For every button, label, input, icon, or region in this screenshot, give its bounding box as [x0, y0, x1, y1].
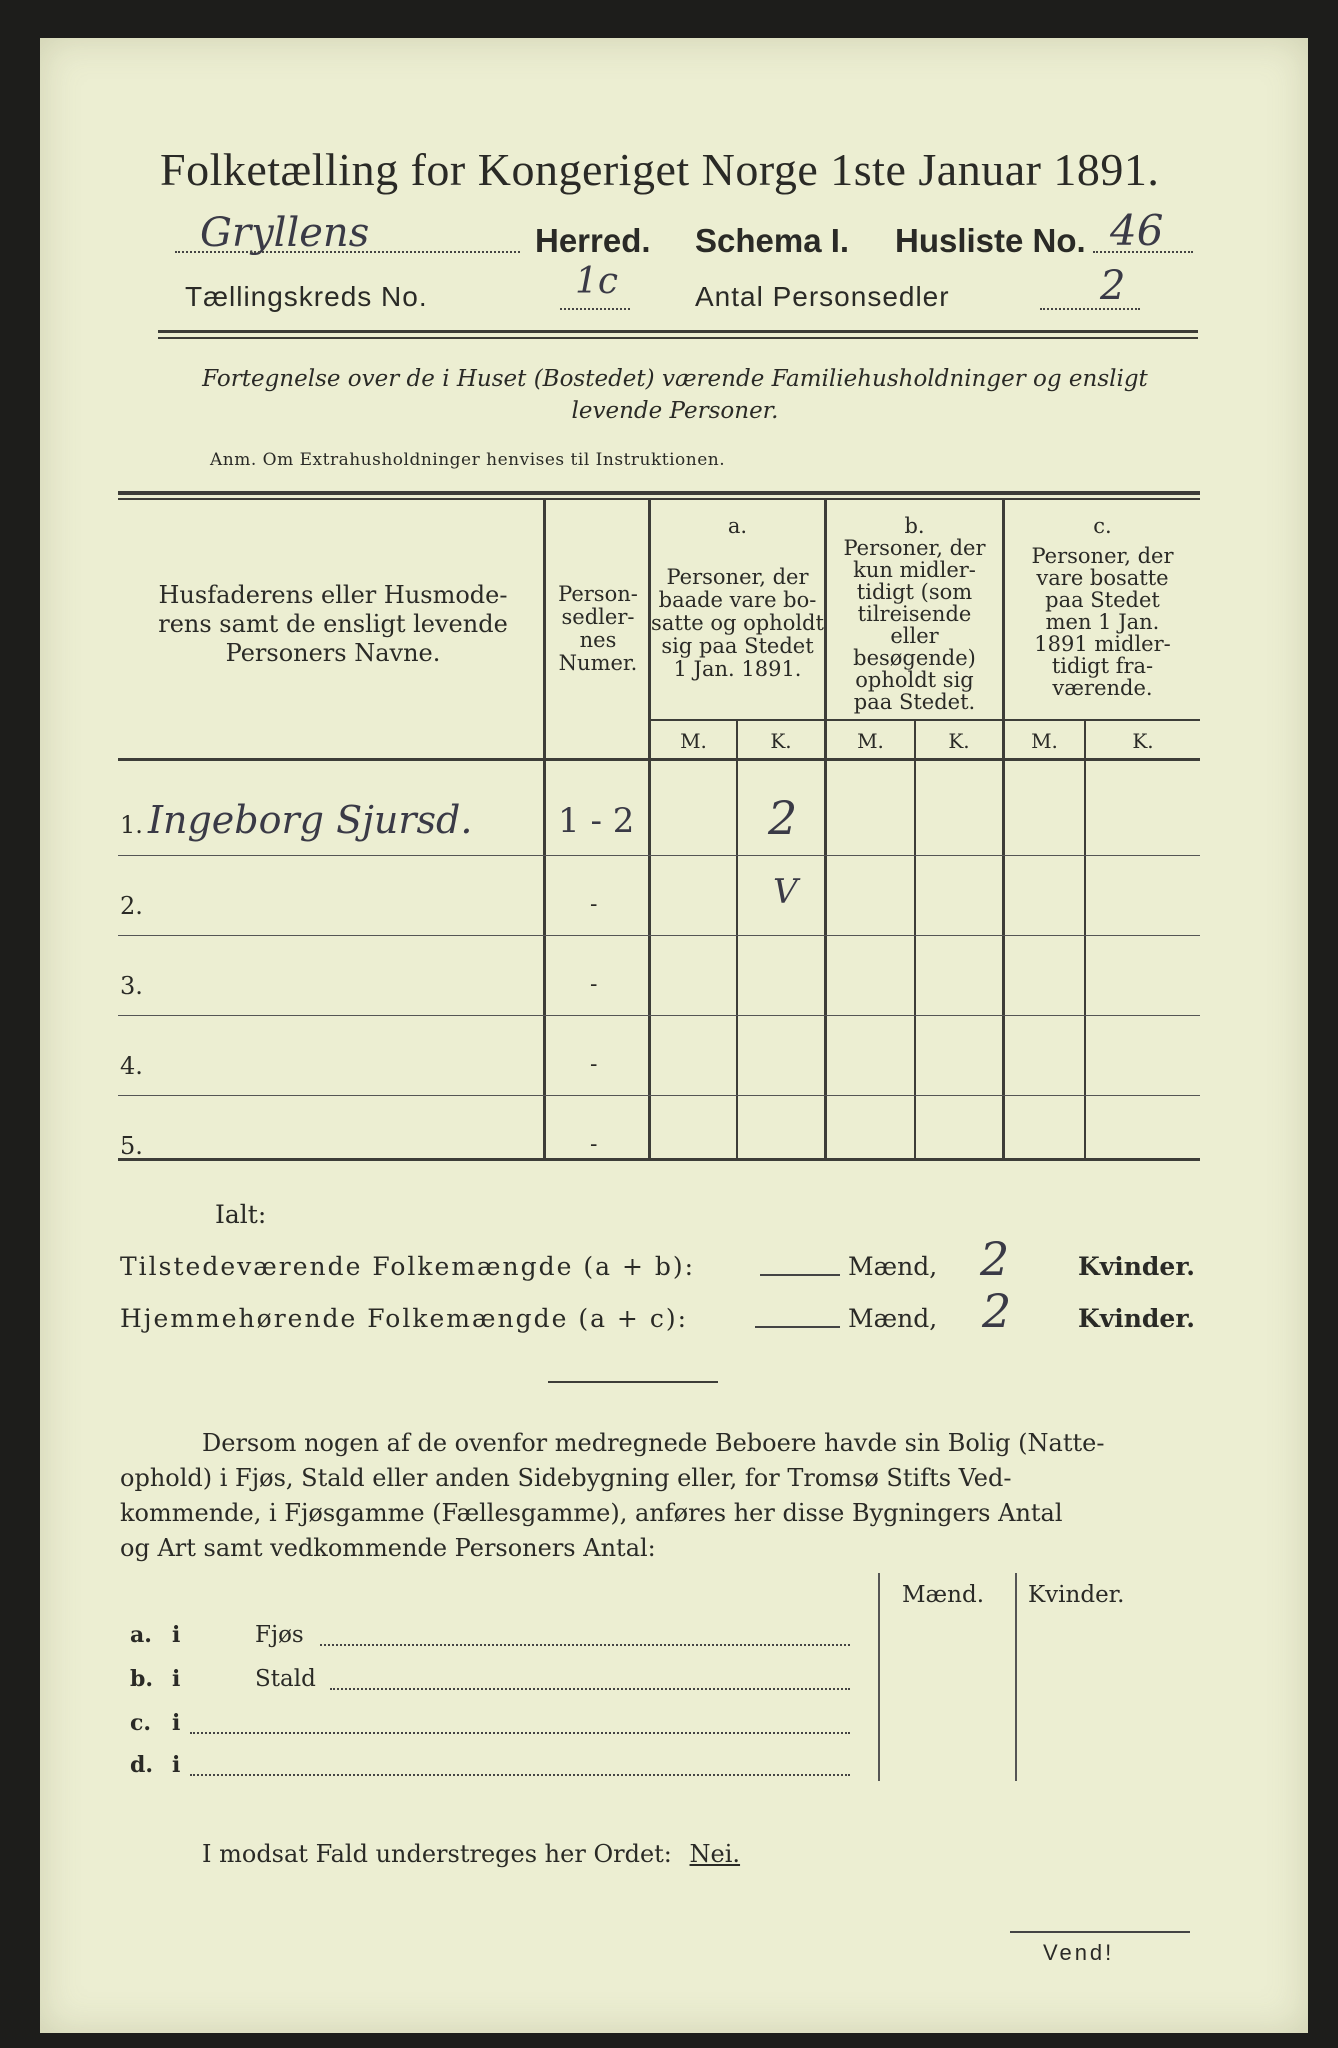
- header-a-letter: a.: [727, 514, 748, 538]
- header-a-col: [651, 515, 824, 681]
- list-item: [130, 1622, 870, 1662]
- total-resident-dash: [755, 1326, 840, 1328]
- a-m-label: M.: [680, 729, 707, 753]
- row-person-number: -: [590, 972, 598, 997]
- intro-line2: levende Personer.: [571, 398, 779, 424]
- header-num-line3: nes: [579, 628, 617, 652]
- header-b-line1: Personer, der: [843, 536, 986, 560]
- header-c-line1: Personer, der: [1031, 544, 1174, 568]
- ialt-label: Ialt:: [215, 1200, 267, 1229]
- header-num-col: [548, 583, 648, 675]
- header-body-rule: [118, 758, 1200, 761]
- total-present-maend: Mænd,: [848, 1252, 938, 1281]
- header-rule-2: [158, 337, 1198, 339]
- header-b-line8: paa Stedet.: [853, 690, 976, 714]
- item-letter: b.: [130, 1666, 154, 1692]
- item-i: i: [172, 1622, 181, 1648]
- para-line4: og Art samt vedkommende Personers Antal:: [120, 1534, 656, 1562]
- header-c-letter: c.: [1093, 514, 1112, 538]
- section-divider: [548, 1381, 718, 1383]
- b-m-label: M.: [857, 729, 884, 753]
- header-name-line3: Personers Navne.: [225, 639, 441, 667]
- row-person-number: -: [590, 1132, 598, 1157]
- header-num-line2: sedler-: [561, 605, 635, 629]
- header-name-col: [128, 581, 538, 668]
- header-a-line3: satte og opholdt: [651, 611, 824, 635]
- para-line1: Dersom nogen af de ovenfor medregnede Beboere havde sin Bolig (Natte-: [202, 1429, 1105, 1457]
- table-top-rule: [118, 491, 1200, 495]
- header-b-line6: besøgende): [853, 646, 976, 670]
- para-line3: kommende, i Fjøsgamme (Fællesgamme), anføres her disse Bygningers Antal: [120, 1499, 1063, 1527]
- kreds-label: Tællingskreds No.: [185, 281, 428, 312]
- c-m-label: M.: [1031, 729, 1058, 753]
- list-item: [130, 1752, 870, 1792]
- table-row: [118, 1096, 1200, 1158]
- herred-label: Herred.: [535, 222, 651, 259]
- total-row-present: [120, 1232, 1220, 1290]
- item-i: i: [172, 1710, 181, 1736]
- header-b-line7: opholdt sig: [855, 668, 974, 692]
- item-dots: [320, 1644, 850, 1646]
- item-i: i: [172, 1666, 181, 1692]
- header-b-line4: tilreisende: [857, 602, 972, 626]
- header-b-letter: b.: [904, 514, 925, 538]
- header-c-line2: vare bosatte: [1036, 566, 1169, 590]
- list-item: [130, 1666, 870, 1706]
- row-person-number: 1 - 2: [558, 801, 635, 841]
- b-k-label: K.: [948, 729, 970, 753]
- item-letter: d.: [130, 1752, 154, 1778]
- table-bottom-rule: [118, 1158, 1200, 1161]
- total-row-resident: [120, 1284, 1220, 1342]
- form-title: Folketælling for Kongeriget Norge 1ste Januar 1891.: [160, 144, 1160, 195]
- anm-note: Anm. Om Extrahusholdninger henvises til Instruktionen.: [210, 450, 726, 470]
- total-resident-maend: Mænd,: [848, 1304, 938, 1333]
- header-a-line2: baade vare bo-: [658, 588, 817, 612]
- header-num-line4: Numer.: [558, 651, 638, 675]
- outbuilding-paragraph: [120, 1426, 1200, 1566]
- header-name-line1: Husfaderens eller Husmode-: [158, 581, 508, 609]
- item-label: Fjøs: [255, 1622, 304, 1648]
- husliste-dotted-line: [1093, 251, 1193, 253]
- item-label: Stald: [255, 1666, 316, 1692]
- kreds-value: 1c: [575, 261, 619, 302]
- table-row: [118, 1016, 1200, 1096]
- row-name: Ingeborg Sjursd.: [148, 798, 473, 842]
- outbuilding-kvinder-head: Kvinder.: [1028, 1582, 1125, 1608]
- header-c-col: [1005, 515, 1200, 699]
- item-letter: a.: [130, 1622, 152, 1648]
- row-person-number: -: [590, 1052, 598, 1077]
- total-present-dash: [760, 1274, 840, 1276]
- item-letter: c.: [130, 1710, 152, 1736]
- row-number: 4.: [120, 1052, 143, 1080]
- total-present-value: 2: [980, 1232, 1010, 1286]
- schema-label: Schema I.: [695, 222, 850, 259]
- header-c-line3: paa Stedet: [1045, 588, 1160, 612]
- item-dots: [330, 1688, 850, 1690]
- header-a-line4: sig paa Stedet: [661, 634, 814, 658]
- herred-line: [175, 206, 1215, 266]
- outbuilding-maend-head: Mænd.: [902, 1582, 985, 1608]
- row-person-number: -: [590, 892, 598, 917]
- vend-rule: [1010, 1931, 1190, 1933]
- row-a-k-value: 2: [768, 791, 798, 845]
- a-k-label: K.: [770, 729, 792, 753]
- item-dots: [190, 1732, 850, 1734]
- total-resident-kvinder: Kvinder.: [1078, 1304, 1195, 1333]
- total-present-kvinder: Kvinder.: [1078, 1252, 1195, 1281]
- header-b-line5: eller: [890, 624, 939, 648]
- c-k-label: K.: [1132, 729, 1154, 753]
- kreds-dotted-line: [560, 308, 630, 310]
- row-check-mark: V: [773, 872, 798, 912]
- outbuilding-divider-1: [878, 1573, 880, 1781]
- header-b-line2: kun midler-: [853, 558, 976, 582]
- census-form-page: [40, 38, 1308, 2033]
- table-top-rule-2: [118, 498, 1200, 500]
- outbuilding-list: [130, 1622, 870, 1802]
- herred-dotted-line: [175, 251, 520, 253]
- header-b-line3: tidigt (som: [856, 580, 973, 604]
- header-b-col: [827, 515, 1002, 713]
- antal-label: Antal Personsedler: [695, 281, 950, 312]
- household-table: [118, 453, 1200, 1168]
- row-number: 2.: [120, 892, 143, 920]
- antal-dotted-line: [1040, 308, 1140, 310]
- antal-value: 2: [1100, 263, 1126, 309]
- header-c-line4: men 1 Jan.: [1045, 610, 1160, 634]
- vend-label: Vend!: [1043, 1940, 1115, 1965]
- para-line2: ophold) i Fjøs, Stald eller anden Sidebygning eller, for Tromsø Stifts Ved-: [120, 1464, 1012, 1492]
- header-c-line7: værende.: [1052, 676, 1153, 700]
- husliste-label: Husliste No.: [895, 222, 1086, 259]
- list-item: [130, 1710, 870, 1750]
- nei-word: Nei.: [689, 1840, 741, 1868]
- header-c-line5: 1891 midler-: [1034, 632, 1171, 656]
- table-row: [118, 936, 1200, 1016]
- header-a-line1: Personer, der: [666, 565, 809, 589]
- item-i: i: [172, 1752, 181, 1778]
- item-dots: [190, 1774, 850, 1776]
- mk-header-rule: [648, 719, 1200, 721]
- header-num-line1: Person-: [558, 582, 638, 606]
- header-name-line2: rens samt de ensligt levende: [158, 610, 508, 638]
- total-resident-label: Hjemmehørende Folkemængde (a + c):: [120, 1304, 688, 1333]
- modsat-line: [202, 1840, 740, 1868]
- row-number: 1.: [120, 811, 143, 839]
- total-resident-value: 2: [982, 1284, 1012, 1338]
- husliste-value: 46: [1110, 206, 1164, 255]
- header-rule-1: [158, 330, 1198, 333]
- total-present-label: Tilstedeværende Folkemængde (a + b):: [120, 1252, 696, 1281]
- kreds-line: [175, 261, 1215, 323]
- header-a-line5: 1 Jan. 1891.: [673, 657, 802, 681]
- modsat-text: I modsat Fald understreges her Ordet:: [202, 1840, 672, 1868]
- outbuilding-divider-2: [1015, 1573, 1017, 1781]
- herred-value: Gryllens: [200, 210, 370, 256]
- intro-line1: Fortegnelse over de i Huset (Bostedet) værende Familiehusholdninger og ensligt: [202, 366, 1148, 392]
- table-row: [118, 856, 1200, 936]
- header-c-line6: tidigt fra-: [1051, 654, 1154, 678]
- row-number: 3.: [120, 972, 143, 1000]
- row-number: 5.: [120, 1132, 143, 1160]
